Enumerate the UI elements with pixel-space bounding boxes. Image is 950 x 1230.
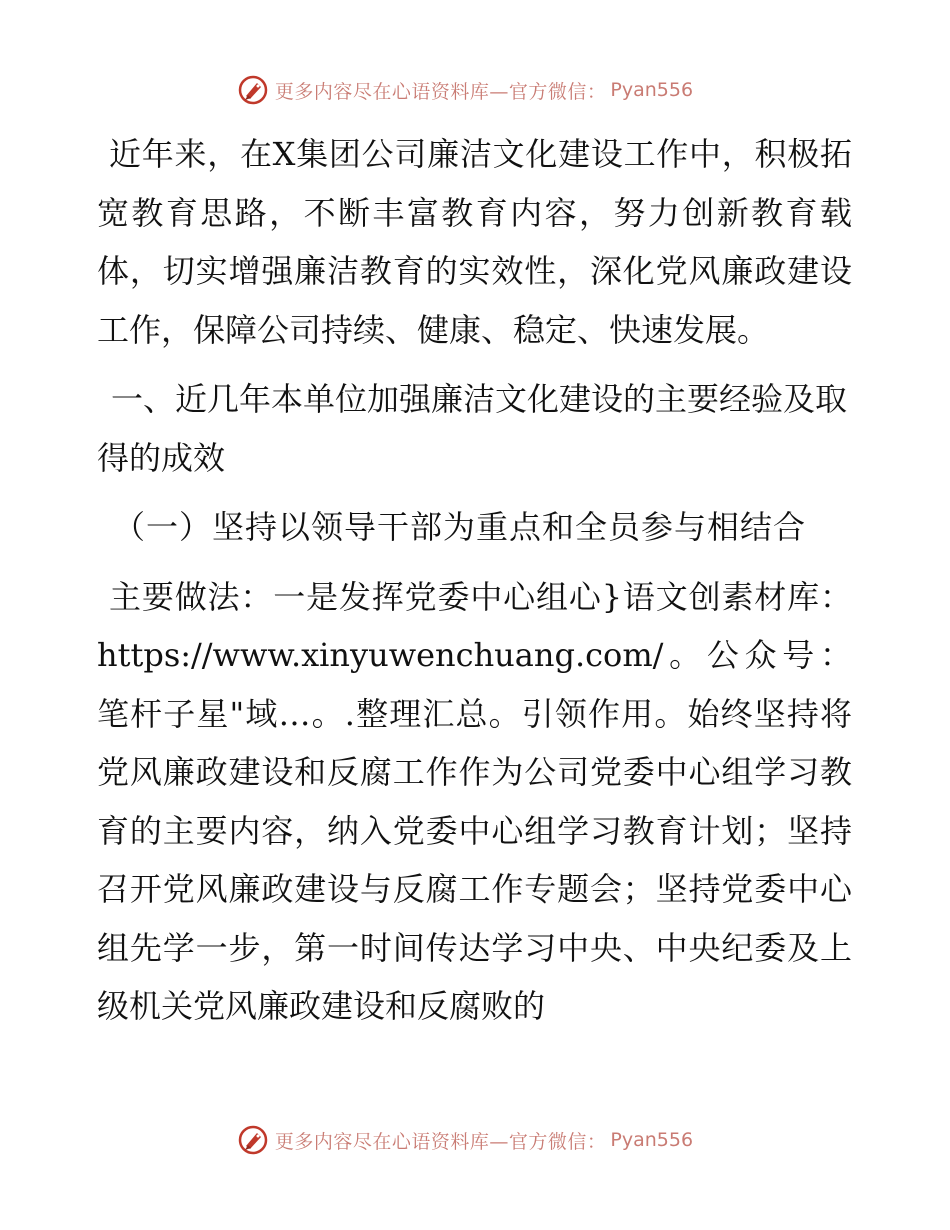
document-body <box>97 125 852 1036</box>
body-paragraph: 主要做法：一是发挥党委中心组心}语文创素材库：https://www.xinyuwenchuang.com/。公众号：笔杆子星"域…。.整理汇总。引领作用。始终坚持将党风廉政建设和反腐工作作为公司党委中心组学习教育的主要内容，纳入党委中心组学习教育计划；坚持召开党风廉政建设与反腐工作专题会；坚持党委中心组先学一步，第一时间传达学习中央、中央纪委及上级机关党风廉政建设和反腐败的 <box>97 577 852 1025</box>
subsection-heading: （一）坚持以领导干部为重点和全员参与相结合 <box>113 508 807 546</box>
intro-paragraph: 近年来，在X集团公司廉洁文化建设工作中，积极拓宽教育思路，不断丰富教育内容，努力创新教育载体，切实增强廉洁教育的实效性，深化党风廉政建设工作，保障公司持续、健康、稳定、快速发展。 <box>97 135 852 349</box>
footer-watermark <box>0 1120 950 1160</box>
banner-handle: Pyan556 <box>610 79 694 101</box>
header-watermark <box>0 70 950 110</box>
banner-text: 更多内容尽在心语资料库—官方微信： <box>274 80 607 103</box>
banner-handle: Pyan556 <box>610 1129 694 1151</box>
pen-nib-icon <box>237 1124 269 1156</box>
pen-nib-icon <box>237 74 269 106</box>
banner-text: 更多内容尽在心语资料库—官方微信： <box>274 1130 607 1153</box>
section-heading: 一、近几年本单位加强廉洁文化建设的主要经验及取得的成效 <box>97 380 848 477</box>
